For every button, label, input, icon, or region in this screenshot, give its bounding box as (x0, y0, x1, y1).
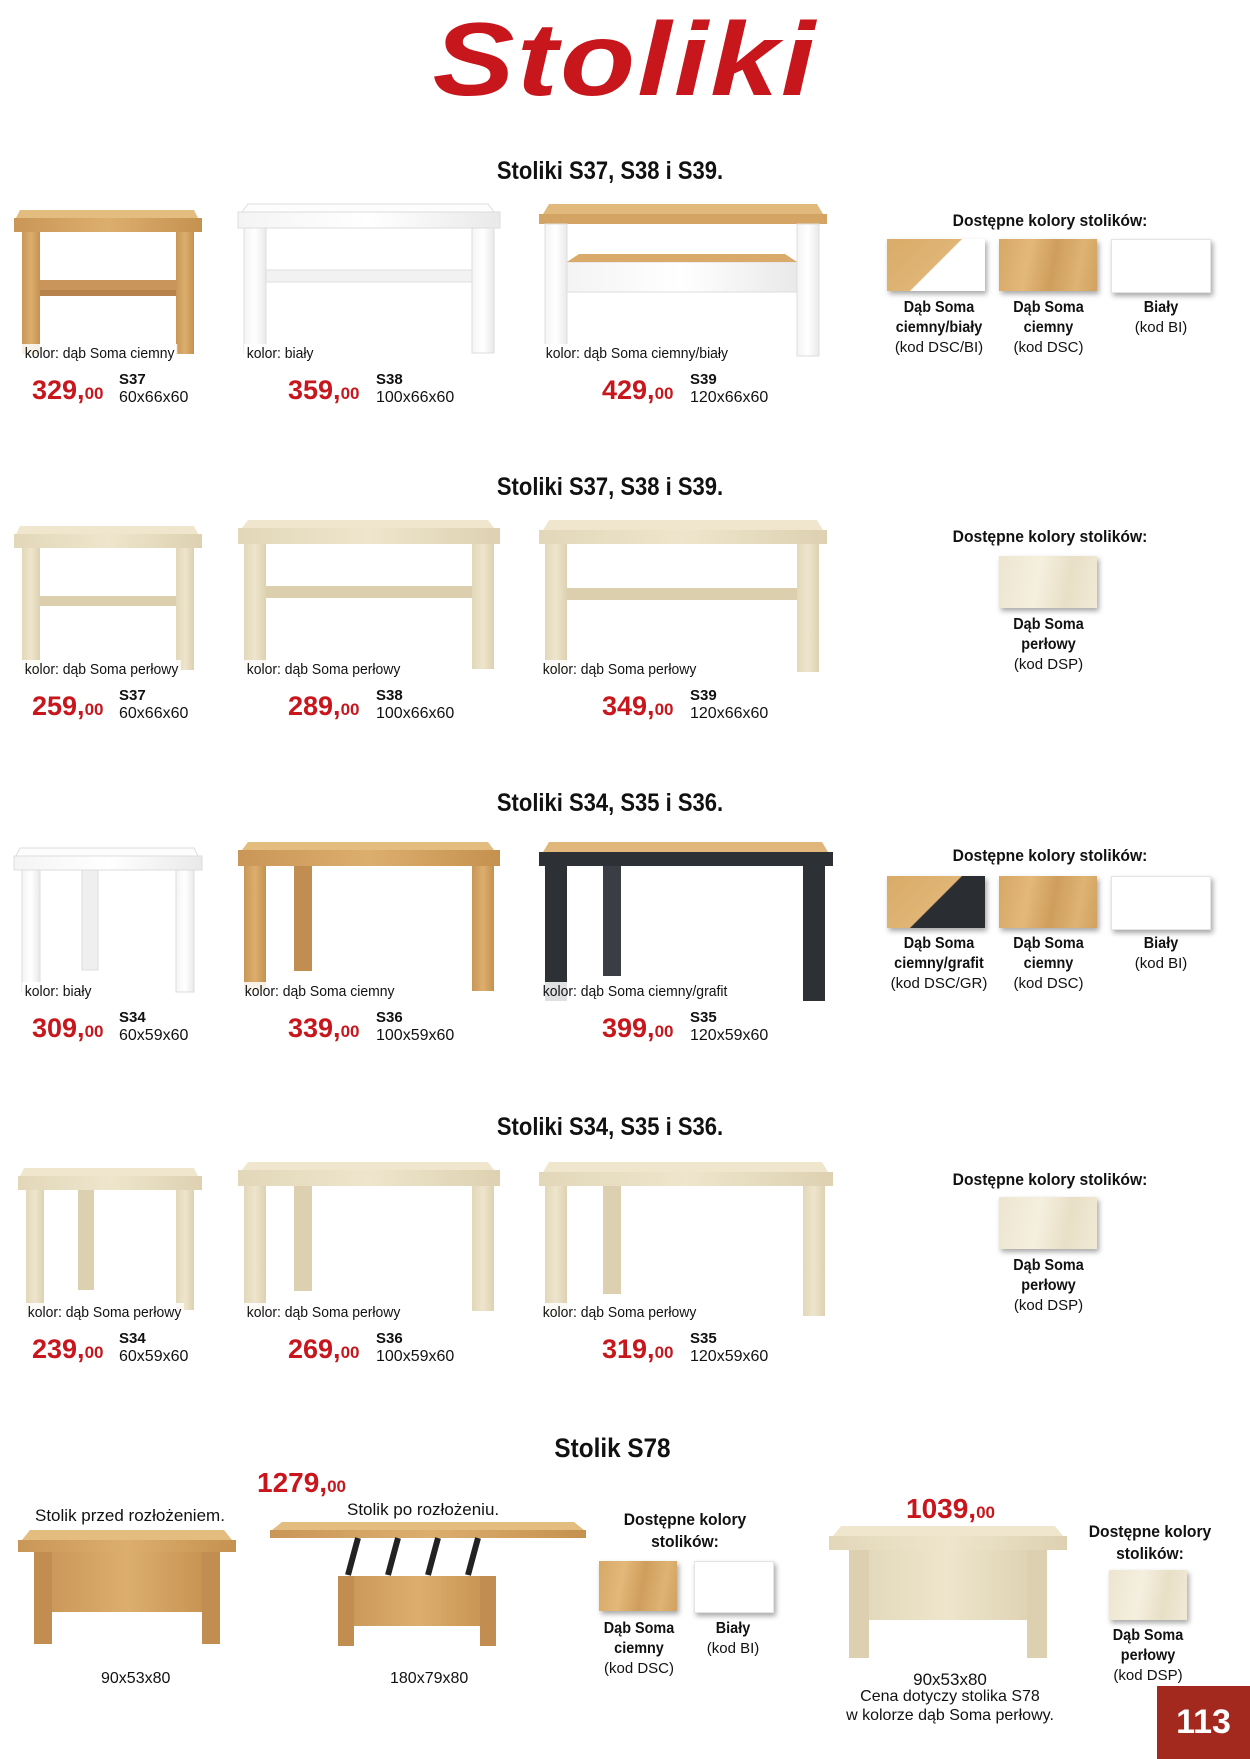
color-label: kolor: dąb Soma perłowy (25, 1303, 184, 1322)
before-label: Stolik przed rozłożeniem. (35, 1506, 225, 1525)
color-label: kolor: biały (244, 344, 316, 363)
section-title: Stoliki S34, S35 i S36. (496, 789, 724, 817)
price: 349,00 (602, 691, 674, 721)
dimensions: 60x66x60 (119, 705, 189, 722)
color-swatch (999, 1197, 1097, 1249)
swatch-code: (kod DSP) (1113, 1667, 1183, 1684)
table-image-s78-pearl (823, 1524, 1073, 1664)
dimensions: 60x59x60 (119, 1027, 189, 1044)
table-image-s38-pearl (232, 518, 507, 673)
swatch-name: Dąb Soma perłowy (1013, 616, 1084, 653)
swatch-code: (kod BI) (1134, 319, 1188, 336)
section-title: Stolik S78 (554, 1433, 671, 1463)
color-swatch (1111, 239, 1211, 293)
table-image-s34-pearl (16, 1166, 206, 1316)
swatch-label (879, 298, 999, 358)
table-image-s38-white (232, 202, 507, 357)
page-number: 113 (1157, 1686, 1250, 1759)
swatch-name: Dąb Soma perłowy (1013, 1257, 1084, 1294)
dimensions: 120x59x60 (690, 1348, 769, 1365)
section-title: Stoliki S34, S35 i S36. (496, 1113, 724, 1141)
color-swatch (1109, 1570, 1187, 1620)
dimensions: 100x66x60 (376, 389, 455, 406)
color-swatch (599, 1561, 677, 1611)
swatch-name: Dąb Soma ciemny/biały (895, 299, 983, 336)
product-code: S34 (119, 1009, 146, 1026)
price: 339,00 (288, 1013, 360, 1043)
color-swatch (887, 876, 985, 928)
price: 329,00 (32, 375, 104, 405)
table-image-s78-open (268, 1520, 588, 1650)
color-label: kolor: dąb Soma perłowy (540, 660, 699, 679)
section-title: Stoliki S37, S38 i S39. (496, 157, 724, 185)
table-image-s34-white (12, 846, 207, 996)
table-image-s39-oak-white (533, 202, 833, 362)
section-title: Stoliki S37, S38 i S39. (496, 473, 724, 501)
dimensions: 90x53x80 (101, 1670, 171, 1687)
swatch-code: (kod DSC/BI) (894, 339, 984, 356)
color-swatch (887, 239, 985, 291)
swatch-code: (kod DSC) (1013, 339, 1084, 356)
swatch-code: (kod DSC/GR) (890, 975, 988, 992)
dimensions: 100x66x60 (376, 705, 455, 722)
swatch-label (1083, 1626, 1213, 1686)
product-code: S38 (376, 371, 403, 388)
swatch-code: (kod DSC) (603, 1660, 674, 1677)
swatch-label (1101, 298, 1221, 338)
swatch-label (991, 1256, 1106, 1316)
swatch-code: (kod BI) (1134, 955, 1188, 972)
color-swatch (999, 876, 1097, 928)
price: 309,00 (32, 1013, 104, 1043)
swatch-name: Dąb Soma ciemny (1013, 935, 1084, 972)
dimensions: 60x66x60 (119, 389, 189, 406)
table-image-s36-pearl (232, 1160, 507, 1315)
color-label: kolor: dąb Soma ciemny/biały (543, 344, 731, 363)
product-code: S39 (690, 371, 717, 388)
color-label: kolor: dąb Soma perłowy (244, 660, 403, 679)
table-image-s37-pearl (12, 524, 207, 674)
swatch-header: Dostępne kolory stolików: (952, 211, 1148, 230)
swatch-name: Dąb Soma perłowy (1112, 1627, 1184, 1664)
swatch-name: Biały (715, 1620, 751, 1637)
price: 239,00 (32, 1334, 104, 1364)
color-label: kolor: dąb Soma perłowy (22, 660, 181, 679)
dimensions: 60x59x60 (119, 1348, 189, 1365)
swatch-label (879, 934, 999, 994)
table-image-s35-pearl (533, 1160, 838, 1320)
swatch-label (991, 615, 1106, 675)
swatch-label (1101, 934, 1221, 974)
dimensions: 120x66x60 (690, 705, 769, 722)
after-label: Stolik po rozłożeniu. (347, 1500, 500, 1519)
color-swatch (999, 239, 1097, 291)
swatch-code: (kod DSC) (1013, 975, 1084, 992)
table-image-s37-dark-oak (12, 208, 207, 358)
swatch-code: (kod DSP) (1013, 1297, 1084, 1314)
dimensions: 180x79x80 (390, 1670, 469, 1687)
product-code: S35 (690, 1330, 717, 1347)
dimensions: 100x59x60 (376, 1027, 455, 1044)
swatch-code: (kod BI) (706, 1640, 760, 1657)
price-note-line1: Cena dotyczy stolika S78 (860, 1688, 1040, 1705)
table-image-s36-dark-oak (232, 840, 507, 995)
price: 269,00 (288, 1334, 360, 1364)
table-image-s78-closed (12, 1528, 242, 1648)
swatch-label (991, 298, 1106, 358)
dimensions: 100x59x60 (376, 1348, 455, 1365)
swatch-header: Dostępne kolory stolików: (623, 1510, 747, 1551)
price: 359,00 (288, 375, 360, 405)
swatch-header: Dostępne kolory stolików: (952, 1170, 1148, 1189)
price-note-line2: w kolorze dąb Soma perłowy. (846, 1707, 1054, 1724)
swatch-name: Dąb Soma ciemny (1013, 299, 1084, 336)
color-label: kolor: dąb Soma ciemny/grafit (540, 982, 730, 1001)
swatch-name: Biały (1143, 935, 1179, 952)
product-code: S36 (376, 1330, 403, 1347)
product-code: S36 (376, 1009, 403, 1026)
page-title: Stoliki (432, 2, 818, 118)
dimensions: 120x66x60 (690, 389, 769, 406)
color-label: kolor: biały (22, 982, 94, 1001)
product-code: S39 (690, 687, 717, 704)
color-label: kolor: dąb Soma perłowy (244, 1303, 403, 1322)
price: 429,00 (602, 375, 674, 405)
swatch-label (991, 934, 1106, 994)
dimensions: 90x53x80 (913, 1670, 987, 1689)
swatch-code: (kod DSP) (1013, 656, 1084, 673)
dimensions: 120x59x60 (690, 1027, 769, 1044)
price: 1279,00 (257, 1467, 346, 1498)
swatch-header: Dostępne kolory stolików: (952, 846, 1148, 865)
swatch-header: Dostępne kolory stolików: (952, 527, 1148, 546)
swatch-label (673, 1619, 793, 1659)
product-code: S34 (119, 1330, 146, 1347)
price: 259,00 (32, 691, 104, 721)
swatch-name: Dąb Soma ciemny/grafit (894, 935, 984, 972)
price: 399,00 (602, 1013, 674, 1043)
color-swatch (1111, 876, 1211, 930)
swatch-name: Dąb Soma ciemny (603, 1620, 675, 1657)
price: 289,00 (288, 691, 360, 721)
swatch-header: Dostępne kolory stolików: (1088, 1522, 1212, 1563)
color-label: kolor: dąb Soma ciemny (242, 982, 397, 1001)
product-code: S37 (119, 371, 146, 388)
product-code: S35 (690, 1009, 717, 1026)
table-image-s35-oak-grafit (533, 840, 838, 1005)
product-code: S38 (376, 687, 403, 704)
color-swatch (694, 1561, 774, 1613)
price: 1039,00 (906, 1493, 995, 1524)
product-code: S37 (119, 687, 146, 704)
price: 319,00 (602, 1334, 674, 1364)
table-image-s39-pearl (533, 518, 833, 678)
color-label: kolor: dąb Soma ciemny (22, 344, 177, 363)
swatch-name: Biały (1143, 299, 1179, 316)
color-label: kolor: dąb Soma perłowy (540, 1303, 699, 1322)
color-swatch (999, 556, 1097, 608)
